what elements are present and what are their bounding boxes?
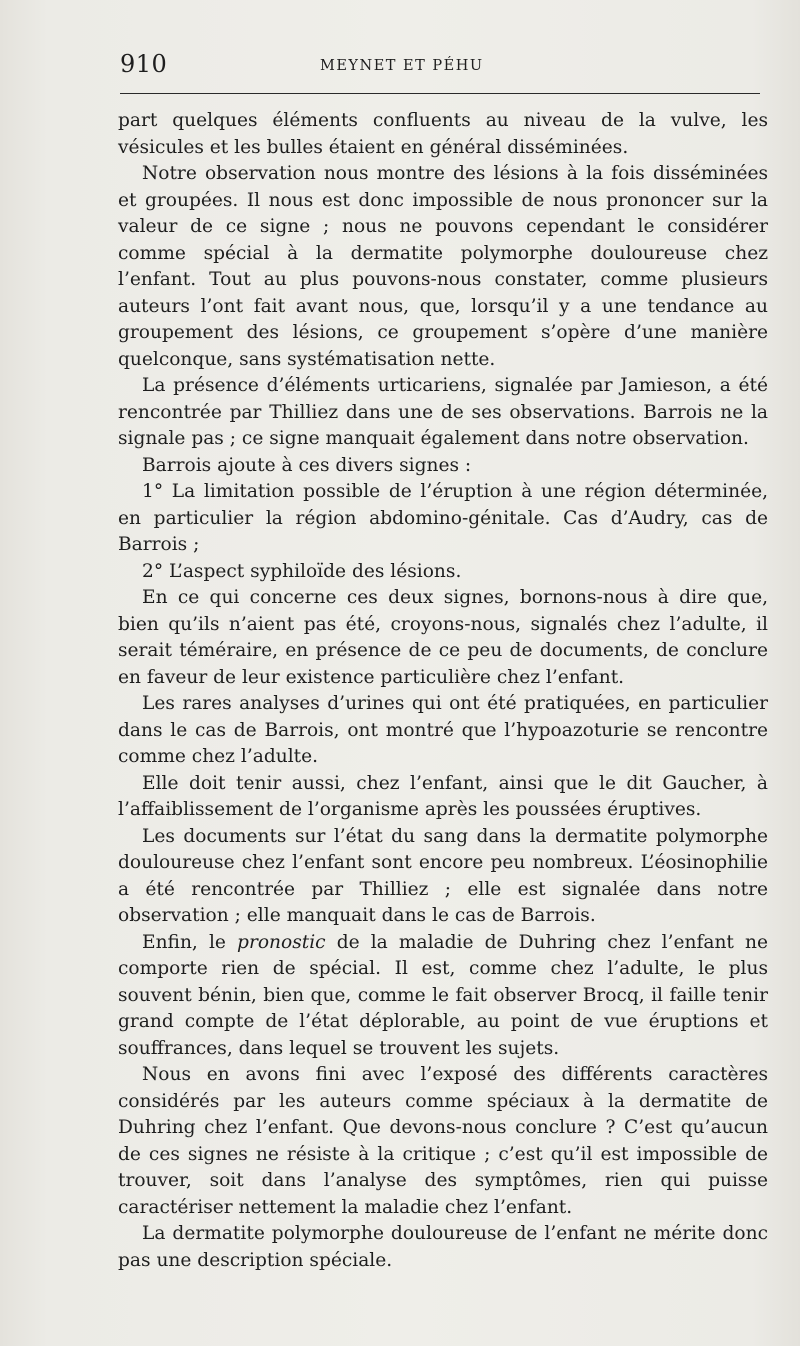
- paragraph: En ce qui concerne ces deux signes, bornons-nous à dire que, bien qu’ils n’aient pas été, croyons-nous, signalés chez l’adulte, il serait téméraire, en présence de ce peu de documents, de conclure en faveur de leur existence particulière chez l’enfant.: [118, 587, 768, 688]
- paragraph: 1° La limitation possible de l’éruption à une région déterminée, en particulier la région abdomino-génitale. Cas d’Audry, cas de Barrois ;: [118, 481, 768, 555]
- page-number: 910: [120, 50, 168, 78]
- paragraph: La dermatite polymorphe douloureuse de l’enfant ne mérite donc pas une description spéciale.: [118, 1223, 768, 1271]
- paragraph: Les documents sur l’état du sang dans la dermatite polymorphe douloureuse chez l’enfant sont encore peu nombreux. L’éosinophilie a été rencontrée par Thilliez ; elle est signalée dans notre observation ; elle manquait dans le cas de Barrois.: [118, 825, 768, 926]
- paragraph: 2° L’aspect syphiloïde des lésions.: [142, 560, 462, 582]
- header-rule: [120, 93, 760, 94]
- paragraph: Les rares analyses d’urines qui ont été pratiquées, en particulier dans le cas de Barrois, ont montré que l’hypoazoturie se rencontre comme chez l’adulte.: [118, 693, 768, 767]
- prognosis-text-after: de la maladie de Duhring chez l’enfant ne comporte rien de spécial. Il est, comme chez l’adulte, le plus souvent bénin, bien que, comme le fait observer Brocq, il faille tenir grand compte de l’état déplorable, au point de vue éruptions et souffrances, dans lequel se trouvent les sujets.: [118, 931, 768, 1059]
- body-text: [118, 108, 768, 1274]
- paragraph: La présence d’éléments urticariens, signalée par Jamieson, a été rencontrée par Thilliez dans une de ses observations. Barrois ne la signale pas ; ce signe manquait également dans notre observation.: [118, 375, 768, 449]
- running-title: MEYNET ET PÉHU: [320, 58, 484, 74]
- page-header: [120, 46, 760, 86]
- paragraph: Notre observation nous montre des lésions à la fois disséminées et groupées. Il nous est donc impossible de nous prononcer sur la valeur de ce signe ; nous ne pouvons cependant le considérer comme spécial à la dermatite polymorphe douloureuse chez l’enfant. Tout au plus pouvons-nous constater, comme plusieurs auteurs l’ont fait avant nous, que, lorsqu’il y a une tendance au groupement des lésions, ce groupement s’opère d’une manière quelconque, sans systématisation nette.: [118, 163, 768, 370]
- prognosis-paragraph: [118, 930, 768, 1063]
- prognosis-text-before: Enfin, le: [142, 931, 238, 953]
- paragraph: Barrois ajoute à ces divers signes :: [142, 454, 472, 476]
- prognosis-emphasis: pronostic: [237, 931, 326, 953]
- paragraph: Nous en avons fini avec l’exposé des différents caractères considérés par les auteurs comme spéciaux à la dermatite de Duhring chez l’enfant. Que devons-nous conclure ? C’est qu’aucun de ces signes ne résiste à la critique ; c’est qu’il est impossible de trouver, soit dans l’analyse des symptômes, rien qui puisse caractériser nettement la maladie chez l’enfant.: [118, 1064, 768, 1218]
- paragraph: Elle doit tenir aussi, chez l’enfant, ainsi que le dit Gaucher, à l’affaiblissement de l’organisme après les poussées éruptives.: [118, 772, 768, 820]
- paragraph: part quelques éléments confluents au niveau de la vulve, les vésicules et les bulles étaient en général disséminées.: [118, 110, 768, 158]
